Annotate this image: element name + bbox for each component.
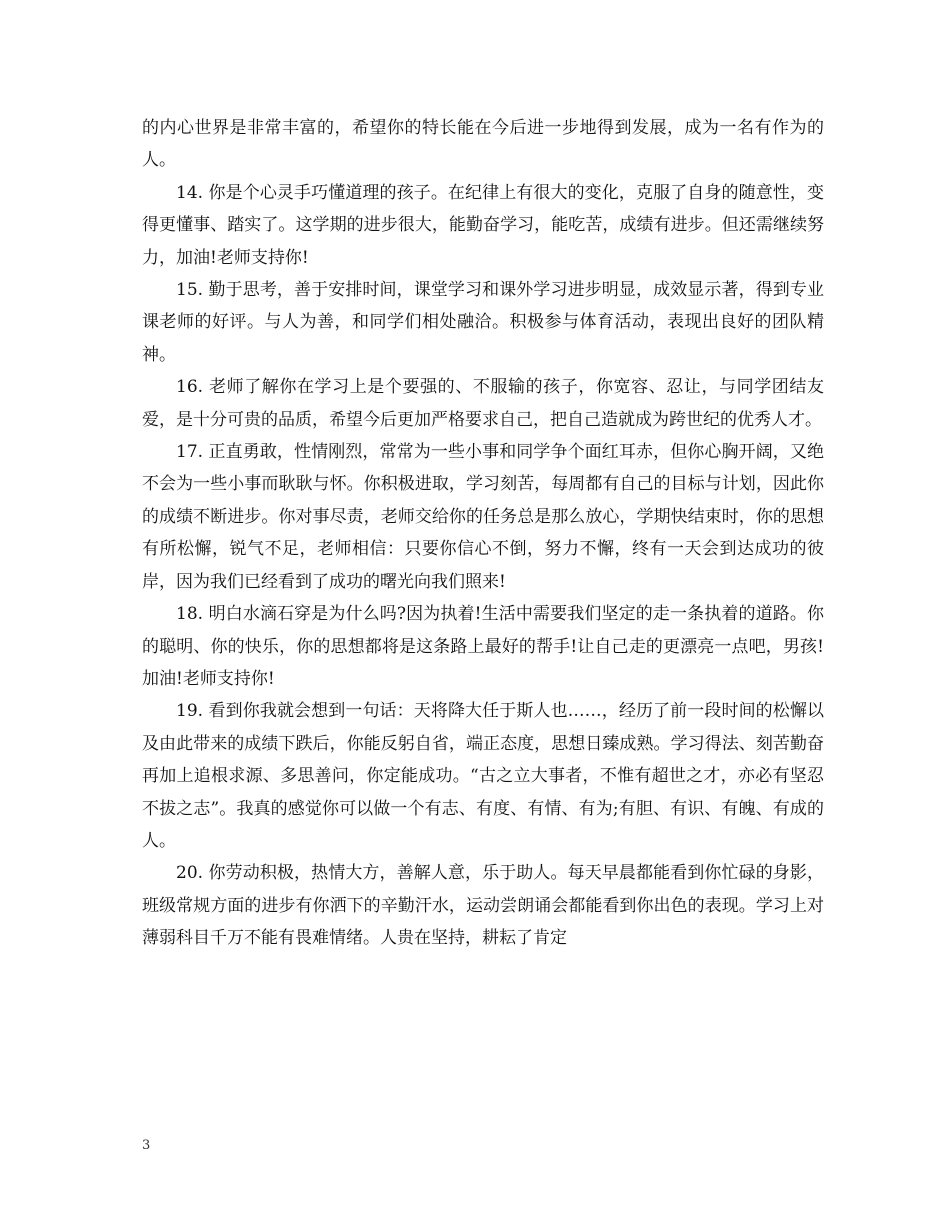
paragraph-item-15: 15. 勤于思考，善于安排时间，课堂学习和课外学习进步明显，成效显示著，得到专业课老师的好评。与人为善，和同学们相处融洽。积极参与体育活动，表现出良好的团队精神。 [142,280,824,365]
paragraph-item-19: 19. 看到你我就会想到一句话：天将降大任于斯人也……，经历了前一段时间的松懈以及由此带来的成绩下跌后，你能反躬自省，端正态度，思想日臻成熟。学习得法、刻苦勤奋再加上追根求源、多思善问，你定能成功。“古之立大事者，不惟有超世之才，亦必有坚忍不拔之志”。我真的感觉你可以做一个有志、有度、有情、有为;有胆、有识、有魄、有成的人。 [142,701,824,851]
paragraph-continuation: 的内心世界是非常丰富的，希望你的特长能在今后进一步地得到发展，成为一名有作为的人。 [142,118,824,171]
paragraph-item-20: 20. 你劳动积极，热情大方，善解人意，乐于助人。每天早晨都能看到你忙碌的身影，班级常规方面的进步有你洒下的辛勤汗水，运动尝朗诵会都能看到你出色的表现。学习上对薄弱科目千万不能有畏难情绪。人贵在坚持，耕耘了肯定 [142,863,824,949]
paragraph-item-18: 18. 明白水滴石穿是为什么吗?因为执着!生活中需要我们坚定的走一条执着的道路。你的聪明、你的快乐，你的思想都将是这条路上最好的帮手!让自己走的更漂亮一点吧，男孩!加油!老师支持你! [142,604,824,689]
page-number: 3 [142,1138,151,1153]
paragraph-item-17: 17. 正直勇敢，性情刚烈，常常为一些小事和同学争个面红耳赤，但你心胸开阔，又绝不会为一些小事而耿耿与怀。你积极进取，学习刻苦，每周都有自己的目标与计划，因此你的成绩不断进步。你对事尽责，老师交给你的任务总是那么放心，学期快结束时，你的思想有所松懈，锐气不足，老师相信：只要你信心不倒，努力不懈，终有一天会到达成功的彼岸，因为我们已经看到了成功的曙光向我们照来! [142,442,824,592]
paragraph-item-16: 16. 老师了解你在学习上是个要强的、不服输的孩子，你宽容、忍让，与同学团结友爱，是十分可贵的品质，希望今后更加严格要求自己，把自己造就成为跨世纪的优秀人才。 [142,377,824,430]
paragraph-item-14: 14. 你是个心灵手巧懂道理的孩子。在纪律上有很大的变化，克服了自身的随意性，变得更懂事、踏实了。这学期的进步很大，能勤奋学习，能吃苦，成绩有进步。但还需继续努力，加油!老师支持你! [142,182,824,268]
document-body [142,112,824,955]
